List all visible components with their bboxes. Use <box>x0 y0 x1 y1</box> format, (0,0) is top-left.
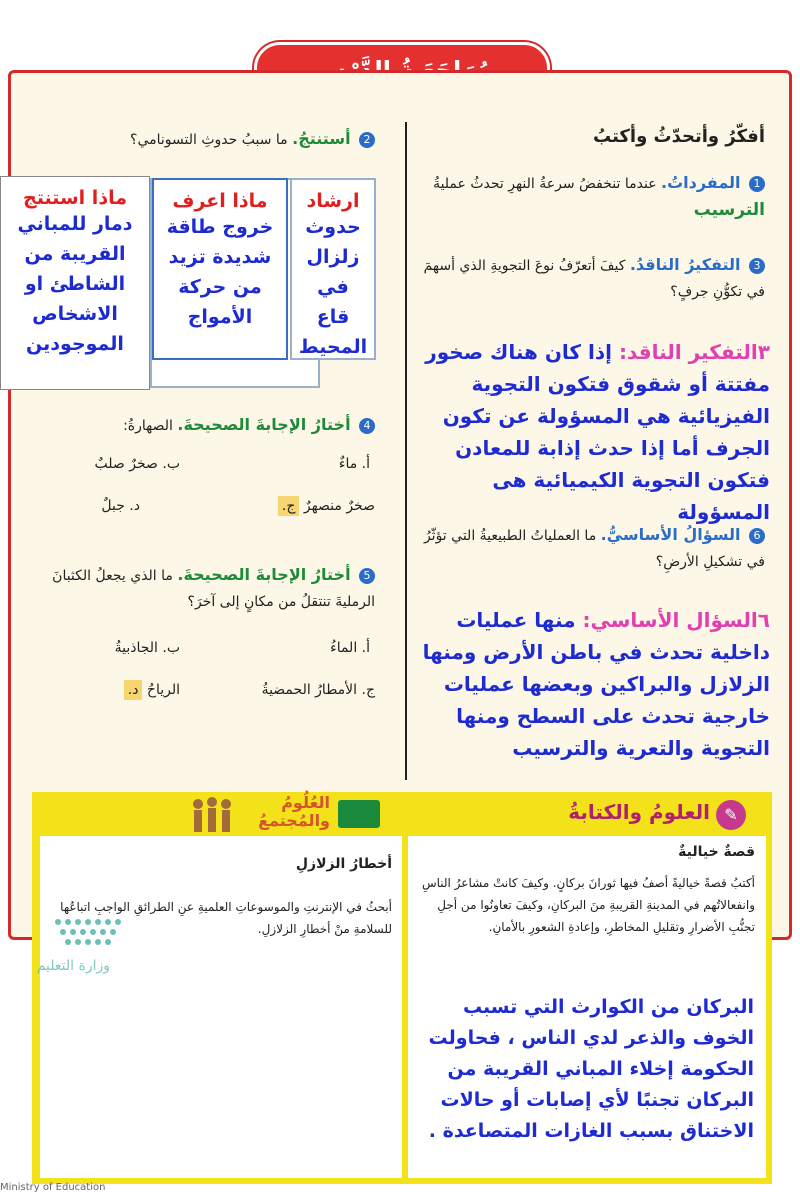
question-5-option-c[interactable]: ج. الأمطارُ الحمضيةُ <box>261 682 375 698</box>
question-4-option-a[interactable]: أ. ماءٌ <box>338 456 370 472</box>
pencil-icon: ✎ <box>716 800 746 830</box>
question-5-option-b[interactable]: ب. الجاذبيةُ <box>114 640 180 656</box>
question-4-option-c-highlight: ج. <box>278 496 300 516</box>
science-writing-prompt: أكتبُ قصةً خياليةً أصفُ فيها ثورانَ بركانٍ. وكيفَ كانتْ مشاعرُ الناسِ وانفعالاتُهم في المدينةِ القريبةِ منَ البركانِ، وكيفَ تعاونُوا من أجلِ تجنُّبِ الأضرارِ وتقليلِ المخاطرِ، وإعادةِ الشعورِ بالأمانِ. <box>421 876 755 934</box>
question-4 <box>40 412 375 439</box>
question-6-answer-label: ٦السؤال الأساسي: <box>582 608 770 632</box>
question-4-option-c-answer: صخرٌ منصهرٌ <box>303 498 375 514</box>
question-number-6: 6 <box>749 528 765 544</box>
question-1-text: عندما تنخفضُ سرعةُ النهرِ تحدثُ عمليةُ <box>433 176 657 192</box>
question-5-label: أختارُ الإجابةَ الصحيحةَ. <box>177 565 351 584</box>
kwl-column-conclude-heading: ماذا استنتج <box>23 187 127 209</box>
ministry-watermark-ar: وزارة التعليم <box>36 958 110 974</box>
people-icon <box>190 796 204 836</box>
question-1-answer: الترسيب <box>693 200 765 220</box>
flag-icon <box>338 800 380 828</box>
kwl-column-guide-heading: ارشاد <box>306 190 360 212</box>
question-5-option-d-highlight: د. <box>124 680 143 700</box>
question-number-1: 1 <box>749 176 765 192</box>
question-4-option-b[interactable]: ب. صخرٌ صلبٌ <box>94 456 180 472</box>
question-6-text: ما العملياتُ الطبيعيةُ التي تؤثّرُ في تشكيلِ الأرضِ؟ <box>423 528 765 570</box>
question-2-text: ما سببُ حدوثِ التسونامي؟ <box>130 132 288 148</box>
kwl-column-guide <box>290 178 376 360</box>
question-3-text: كيفَ أتعرّفُ نوعَ التجويةِ الذي أسهمَ في تكوُّنِ جرفٍ؟ <box>423 258 765 300</box>
question-4-option-c[interactable] <box>225 498 375 514</box>
kwl-column-conclude-body: دمار للمباني القريبة من الشاطئ او الاشخاص الموجودين <box>17 213 133 355</box>
question-3-answer <box>410 336 770 528</box>
ministry-logo-icon <box>48 912 138 948</box>
question-1-label: المفرداتُ. <box>661 173 741 192</box>
question-number-2: 2 <box>359 132 375 148</box>
question-1 <box>420 170 765 224</box>
question-6-label: السؤالُ الأساسيُّ. <box>600 525 741 544</box>
question-6 <box>420 522 765 575</box>
kwl-column-guide-body: حدوث زلزال في قاع المحيط <box>298 216 368 358</box>
ministry-watermark-en: Ministry of Education <box>0 1182 106 1193</box>
question-5-text: ما الذي يجعلُ الكثبانَ الرمليةَ تنتقلُ من مكانٍ إلى آخرَ؟ <box>52 568 375 610</box>
question-4-label: أختارُ الإجابةَ الصحيحةَ. <box>177 415 351 434</box>
science-writing-subtitle: قصةٌ خياليةٌ <box>678 844 755 860</box>
kwl-column-conclude <box>0 176 150 390</box>
column-divider <box>405 122 407 780</box>
question-6-answer <box>410 604 770 764</box>
question-5-option-a[interactable]: أ. الماءُ <box>330 640 370 656</box>
question-2-label: أستنتجُ. <box>292 129 351 148</box>
kwl-column-know-heading: ماذا اعرف <box>172 190 268 212</box>
question-2 <box>40 126 375 153</box>
science-society-prompt: أبحثُ في الإنترنتِ والموسوعاتِ العلميةِ عنِ الطرائقِ الواجبِ اتباعُها للسلامةِ منْ أخطارِ الزلازلِ. <box>60 900 392 936</box>
question-3-answer-text: إذا كان هناك صخور مفتتة أو شقوق فتكون التجوية الفيزيائية هي المسؤولة عن تكون الجرف أما إذا حدث إذابة للمعادن فتكون التجوية الكيميائية هى المسؤولة <box>425 340 770 524</box>
question-5-option-d[interactable] <box>60 682 180 698</box>
question-5-option-d-answer: الرياحُ <box>146 682 180 698</box>
question-3-answer-label: ٣التفكير الناقد: <box>618 340 770 364</box>
kwl-column-know-body: خروج طاقة شديدة تزيد من حركة الأمواج <box>166 216 274 328</box>
question-5 <box>40 562 375 615</box>
question-number-4: 4 <box>359 418 375 434</box>
science-society-title-line-2: والمُجتمعُ <box>258 811 330 830</box>
question-6-answer-text: منها عمليات داخلية تحدث في باطن الأرض ومنها الزلازل والبراكين وبعضها عمليات خارجية تحدث على السطح ومنها التجوية والتعرية والترسيب <box>422 608 770 760</box>
question-4-option-d[interactable]: د. جبلٌ <box>101 498 140 514</box>
science-society-panel <box>40 836 402 1178</box>
question-3-label: التفكيرُ الناقدُ. <box>629 255 741 274</box>
think-talk-write-heading: أفكّرُ وأتحدّثُ وأكتبُ <box>593 126 765 147</box>
question-3 <box>420 252 765 305</box>
science-society-subtitle: أخطارُ الزلازلِ <box>295 856 392 872</box>
science-writing-title: العلومُ والكتابةُ <box>568 800 710 824</box>
question-4-text: الصهارةُ: <box>123 418 173 434</box>
science-society-title-line-1: العُلُومُ <box>281 793 330 812</box>
kwl-column-know <box>152 178 288 360</box>
question-number-5: 5 <box>359 568 375 584</box>
science-writing-answer: البركان من الكوارث التي تسبب الخوف والذعر لدي الناس ، فحاولت الحكومة إخلاء المباني القريبة من البركان تجنبًا لأي إصابات أو حالات الاختناق بسبب الغازات المتصاعدة . <box>428 996 754 1142</box>
question-number-3: 3 <box>749 258 765 274</box>
